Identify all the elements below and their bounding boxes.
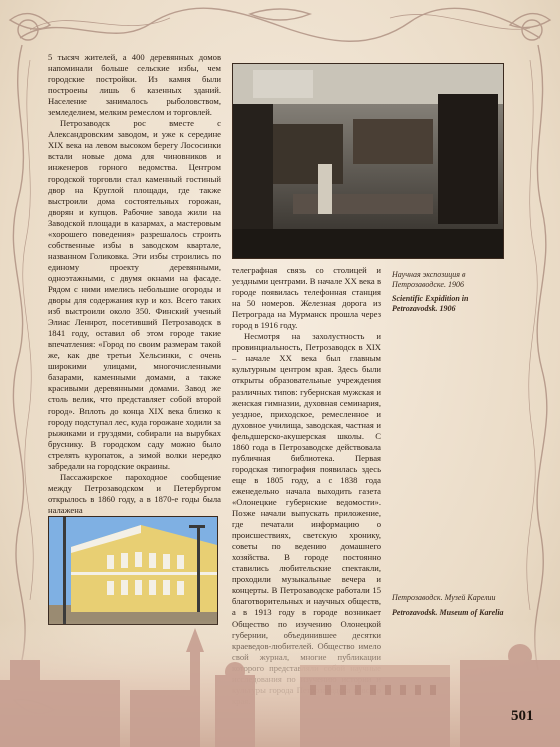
museum-building-photo xyxy=(48,516,218,625)
museum-exhibition-photo xyxy=(232,63,504,259)
paragraph: 5 тысяч жителей, а 400 деревянных домов напоминали больше сельские избы, чем городские постройки. Из камня были построены лишь 6 казенных зданий. Население занималось рыболовством, земледелием, мелким ремеслом и торговлей. xyxy=(48,52,221,118)
text-column-left xyxy=(48,52,221,514)
caption-en: Scientific Expidition in Petrozavodsk. 1906 xyxy=(392,294,469,313)
paragraph: Петрозаводск рос вместе с Александровским заводом, и уже к середине XIX века на левом высоком берегу Лососинки встали новые дома для чиновников и инженеров горного ведомства. Центром городской торговли стал каменный гостиный двор на Круглой площади, где также выстроили дома состоятельных горожан, дворян и купцов. Рабочие завода жили на Заводской площади в казармах, а мастеровым «хорошего поведения» разрешалось строить собственные избы в заводском квартале, названном Голиковка. Эти избы строились по единому проекту деревянными, одноэтажными, с двумя окнами на фасаде. Рядом с ними имелись небольшие огороды и дворы для содержания кур и коз. Всего таких изб выстроили около 350. Финский ученый Элиас Леннрот, посетивший Петрозаводск в 1841 году, оставил об этом городе такие впечатления: «Город по своим размерам такой же, как две третьи Хельсинки, с очень широкими улицами, многочисленными базарами, каменными домами, а также красивыми деревянными домами. Завод же столь велик, что представляет собой второй город». Вплоть до конца XIX века близко к городу подступал лес, куда горожане ходили за рыжиками и груздями, собирали на вырубках бруснику. В городском саду можно было стрелять куропаток, а зимой волки нередко забредали на городские окраины. xyxy=(48,118,221,471)
caption-exhibition xyxy=(392,270,512,313)
paragraph: телеграфная связь со столицей и уездными центрами. В начале XX века в городе появилась телефонная станция на 50 номеров. Железная дорога из Петрограда на Мурманск прошла через город в 1916 году. xyxy=(232,265,381,331)
caption-en: Petrozavodsk. Museum of Karelia xyxy=(392,607,504,617)
caption-museum xyxy=(392,593,512,617)
caption-ru: Петрозаводск. Музей Карелии xyxy=(392,593,496,602)
city-skyline-illustration xyxy=(0,620,560,747)
text-column-middle xyxy=(232,265,381,639)
paragraph: Несмотря на захолустность и провинциальность, Петрозаводск в XIX – начале XX века был главным культурным центром края. Здесь были открыты образовательные учреждения различных типов: губернская мужская и женская гимназии, духовная семинария, уездное, приходское, ремесленное и духовное училища, заводская, частная и фельдшерско-акушерская школы. С 1860 года в Петрозаводске действовала публичная библиотека. Первая городская типография появилась здесь еще в 1805 году, а с 1838 года еженедельно начала выходить газета «Олонецкие губернские ведомости». Позже начали выпускать приложение, где печатали информацию о происшествиях, светскую хронику, советы по ведению домашнего хозяйства. В городе постоянно ставились любительские спектакли, проходили музыкальные вечера и концерты. В Петрозаводске работали 15 благотворительных и научных обществ, а в 1913 году в городе возникает xyxy=(232,331,381,618)
page-number: 501 xyxy=(511,708,534,724)
caption-ru: Научная экспозиция в Петрозаводске. 1906 xyxy=(392,270,466,289)
paragraph: Пассажирское пароходное сообщение между Петрозаводском и Петербургом открылось в 1860 году, а в 1870-е годы была налажена xyxy=(48,471,221,515)
